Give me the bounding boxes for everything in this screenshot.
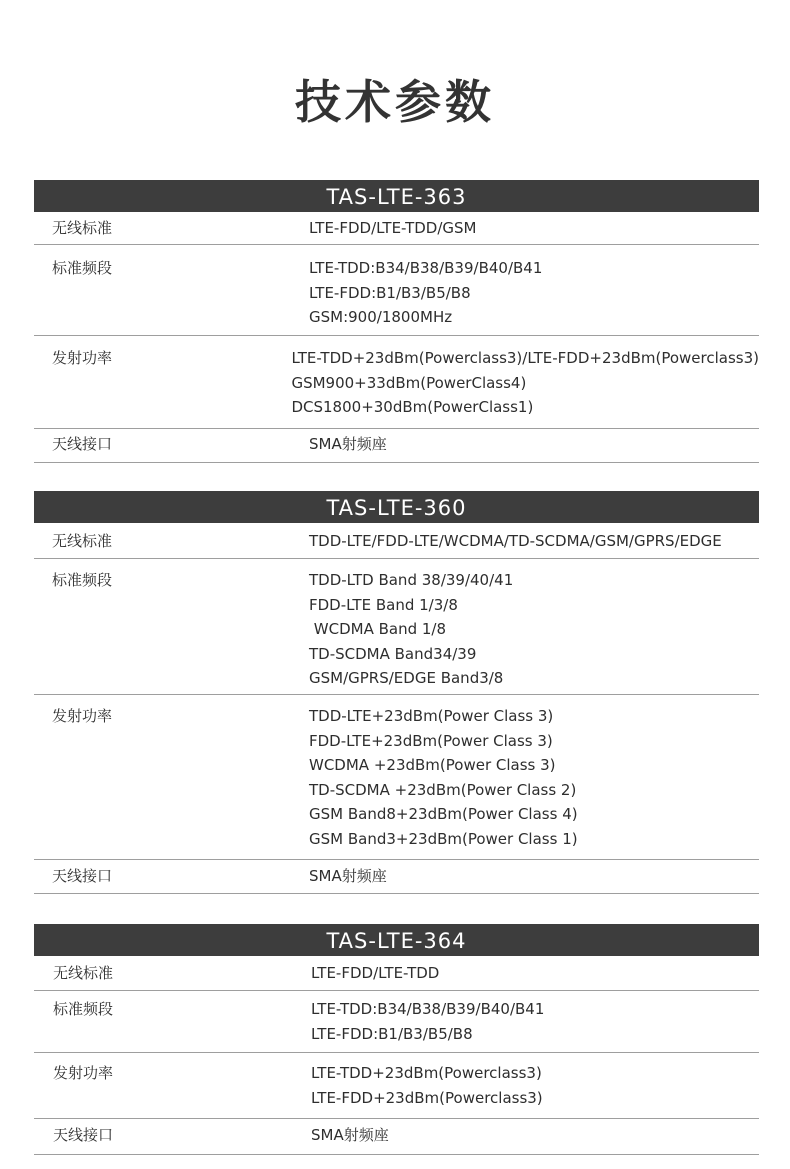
spec-block-tas-lte-360 bbox=[34, 491, 759, 894]
spec-value-line: LTE-FDD:B1/B3/B5/B8 bbox=[309, 283, 471, 302]
spec-value-line: SMA射频座 bbox=[309, 435, 387, 453]
spec-row-transmit-power bbox=[34, 695, 759, 860]
spec-value-line: LTE-TDD:B34/B38/B39/B40/B41 bbox=[311, 1000, 545, 1018]
spec-label: 无线标准 bbox=[52, 532, 113, 550]
spec-block-tas-lte-363 bbox=[34, 180, 759, 463]
spec-row-frequency-bands bbox=[34, 991, 759, 1053]
spec-label: 无线标准 bbox=[52, 219, 113, 237]
spec-values bbox=[309, 529, 759, 558]
spec-value-line: TD-SCDMA +23dBm(Power Class 2) bbox=[309, 780, 577, 799]
spec-value-line: GSM900+33dBm(PowerClass4) bbox=[291, 373, 527, 392]
spec-row-wireless-standard bbox=[34, 212, 759, 245]
spec-row-antenna-interface bbox=[34, 1119, 759, 1155]
spec-label: 标准频段 bbox=[53, 1000, 114, 1018]
spec-block-tas-lte-364 bbox=[34, 924, 759, 1155]
spec-label: 无线标准 bbox=[53, 964, 114, 982]
spec-value-line: LTE-FDD:B1/B3/B5/B8 bbox=[311, 1024, 473, 1043]
spec-value-line: GSM/GPRS/EDGE Band3/8 bbox=[309, 669, 504, 687]
spec-label: 发射功率 bbox=[52, 349, 113, 367]
spec-row-wireless-standard bbox=[34, 956, 759, 991]
spec-values bbox=[309, 432, 759, 462]
spec-value-line: FDD-LTE+23dBm(Power Class 3) bbox=[309, 731, 553, 750]
spec-label: 发射功率 bbox=[52, 707, 113, 725]
spec-value-line: LTE-TDD:B34/B38/B39/B40/B41 bbox=[309, 259, 543, 277]
spec-row-transmit-power bbox=[34, 1053, 759, 1119]
spec-value-line: LTE-TDD+23dBm(Powerclass3)/LTE-FDD+23dBm(Powerclass3) bbox=[291, 349, 759, 367]
page-title: 技术参数 bbox=[295, 75, 495, 129]
spec-values bbox=[309, 568, 759, 694]
spec-values bbox=[311, 997, 759, 1052]
spec-value-line: GSM Band3+23dBm(Power Class 1) bbox=[309, 829, 578, 848]
spec-label: 标准频段 bbox=[52, 259, 113, 277]
spec-value-line: GSM Band8+23dBm(Power Class 4) bbox=[309, 805, 578, 823]
spec-label: 发射功率 bbox=[53, 1064, 114, 1082]
spec-value-line: TDD-LTE/FDD-LTE/WCDMA/TD-SCDMA/GSM/GPRS/EDGE bbox=[309, 532, 722, 550]
spec-value-line: LTE-TDD+23dBm(Powerclass3) bbox=[311, 1064, 542, 1082]
spec-value-line: GSM:900/1800MHz bbox=[309, 308, 453, 326]
spec-row-frequency-bands bbox=[34, 245, 759, 336]
spec-value-line: LTE-FDD/LTE-TDD/GSM bbox=[309, 219, 477, 237]
spec-value-line: SMA射频座 bbox=[309, 867, 387, 885]
spec-label: 标准频段 bbox=[52, 571, 113, 589]
spec-value-line: SMA射频座 bbox=[311, 1126, 389, 1144]
spec-value-line: DCS1800+30dBm(PowerClass1) bbox=[291, 398, 534, 416]
spec-row-frequency-bands bbox=[34, 559, 759, 695]
spec-value-line: TD-SCDMA Band34/39 bbox=[309, 644, 477, 663]
spec-row-transmit-power bbox=[34, 336, 759, 429]
spec-value-line: TDD-LTD Band 38/39/40/41 bbox=[309, 571, 514, 589]
spec-values bbox=[311, 1123, 759, 1154]
spec-values bbox=[309, 216, 759, 244]
model-header: TAS-LTE-363 bbox=[34, 180, 759, 212]
spec-value-line: FDD-LTE Band 1/3/8 bbox=[309, 595, 458, 614]
model-header: TAS-LTE-360 bbox=[34, 491, 759, 523]
spec-value-line: LTE-FDD/LTE-TDD bbox=[311, 964, 440, 982]
spec-row-antenna-interface bbox=[34, 860, 759, 894]
spec-values bbox=[309, 704, 759, 859]
spec-row-wireless-standard bbox=[34, 523, 759, 559]
spec-values bbox=[309, 256, 759, 335]
spec-label: 天线接口 bbox=[53, 1126, 114, 1144]
spec-values bbox=[309, 864, 759, 893]
spec-value-line: LTE-FDD+23dBm(Powerclass3) bbox=[311, 1088, 543, 1107]
spec-value-line: WCDMA Band 1/8 bbox=[309, 620, 447, 638]
spec-value-line: TDD-LTE+23dBm(Power Class 3) bbox=[309, 707, 554, 725]
spec-row-antenna-interface bbox=[34, 429, 759, 463]
spec-values bbox=[311, 1061, 759, 1118]
spec-values bbox=[291, 346, 759, 428]
spec-label: 天线接口 bbox=[52, 867, 113, 885]
spec-label: 天线接口 bbox=[52, 435, 113, 453]
spec-value-line: WCDMA +23dBm(Power Class 3) bbox=[309, 756, 556, 774]
spec-values bbox=[311, 961, 759, 990]
model-header: TAS-LTE-364 bbox=[34, 924, 759, 956]
